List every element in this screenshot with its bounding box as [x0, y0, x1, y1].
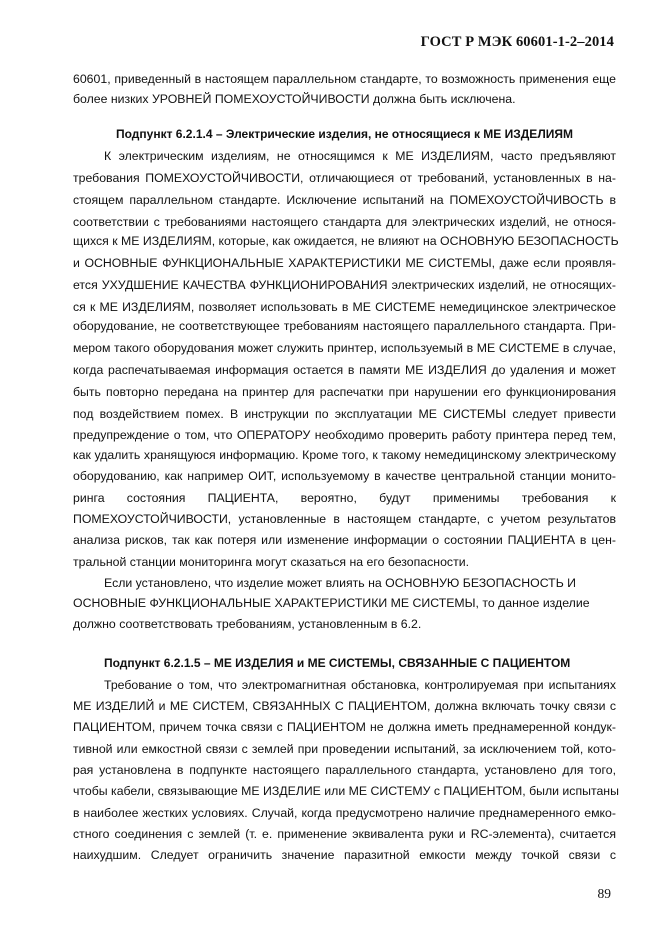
text-line: МЕ ИЗДЕЛИЙ и МЕ СИСТЕМ, СВЯЗАННЫХ С ПАЦИЕНТОМ, должна включать точку связи с: [73, 699, 616, 713]
document-code-header: ГОСТ Р МЭК 60601-1-2–2014: [420, 34, 614, 50]
text-line: ОСНОВНЫЕ ФУНКЦИОНАЛЬНЫЕ ХАРАКТЕРИСТИКИ МЕ СИСТЕМЫ, то данное изделие: [73, 596, 590, 610]
text-line: ется УХУДШЕНИЕ КАЧЕСТВА ФУНКЦИОНИРОВАНИЯ электрических изделий, не относящих-: [73, 278, 616, 292]
text-line: предупреждение о том, что ОПЕРАТОРУ необходимо проверить работу принтера перед тем,: [73, 428, 616, 442]
text-line: требования ПОМЕХОУСТОЙЧИВОСТИ, отличающиеся от требований, установленных в на-: [73, 171, 616, 185]
text-line: 60601, приведенный в настоящем параллельном стандарте, то возможность применения еще: [73, 72, 616, 86]
text-line: тивной или емкостной связи с землей при проведении испытаний, за исключением той, кото-: [73, 742, 616, 756]
text-line: Требование о том, что электромагнитная обстановка, контролируемая при испытаниях: [104, 678, 616, 692]
text-line: в наиболее жестких условиях. Случай, когда предусмотрено наличие преднамеренного емко-: [73, 806, 616, 820]
text-line: чтобы кабели, связывающие МЕ ИЗДЕЛИЕ или МЕ СИСТЕМУ с ПАЦИЕНТОМ, были испытаны: [73, 784, 619, 798]
text-line: оборудованию, как например ОИТ, используемому в качестве центральной станции монито-: [73, 469, 616, 483]
text-line: Если установлено, что изделие может влиять на ОСНОВНУЮ БЕЗОПАСНОСТЬ И: [104, 576, 577, 590]
text-line: ПАЦИЕНТОМ, причем точка связи с ПАЦИЕНТОМ не должна иметь преднамеренной кондук-: [73, 720, 616, 734]
text-line: должно соответствовать требованиям, установленным в 6.2.: [73, 617, 422, 631]
text-line: соответствии с требованиями настоящего стандарта для электрических изделий, не относя-: [73, 215, 616, 229]
text-line: ся к МЕ ИЗДЕЛИЯМ, позволяет использовать в МЕ СИСТЕМЕ немедицинское электрическое: [73, 300, 616, 314]
text-line: мером такого оборудования может служить принтер, используемый в МЕ СИСТЕМЕ в случае,: [73, 341, 616, 355]
page-number: 89: [597, 886, 611, 901]
text-line: наихудшим. Следует ограничить значение паразитной емкости между точкой связи с: [73, 848, 616, 862]
text-line: как удалить хранящуюся информацию. Кроме того, к такому немедицинскому электрическому: [73, 448, 616, 462]
text-line: быть повторно передана на принтер для распечатки при нарушении его функционирования: [73, 385, 616, 399]
text-line: стного соединения с землей (т. е. применение эквивалента руки и RC-элемента), считается: [73, 827, 616, 841]
text-line: ПОМЕХОУСТОЙЧИВОСТИ, установленные в настоящем стандарте, с учетом результатов: [73, 512, 616, 526]
text-line: рая установлена в подпункте настоящего параллельного стандарта, установлено для того,: [73, 763, 616, 777]
section-heading-6-2-1-5: Подпункт 6.2.1.5 – МЕ ИЗДЕЛИЯ и МЕ СИСТЕМЫ, СВЯЗАННЫЕ С ПАЦИЕНТОМ: [104, 656, 571, 670]
text-line: К электрическим изделиям, не относящимся к МЕ ИЗДЕЛИЯМ, часто предъявляют: [104, 149, 616, 163]
text-line: оборудование, не соответствующее требованиям настоящего параллельного стандарта. При-: [73, 319, 616, 333]
text-line: более низких УРОВНЕЙ ПОМЕХОУСТОЙЧИВОСТИ должна быть исключена.: [73, 92, 516, 106]
text-line: стоящем параллельном стандарте. Исключение испытаний на ПОМЕХОУСТОЙЧИВОСТЬ в: [73, 193, 616, 207]
text-line: и ОСНОВНЫЕ ФУНКЦИОНАЛЬНЫЕ ХАРАКТЕРИСТИКИ МЕ СИСТЕМЫ, даже если проявля-: [73, 256, 616, 270]
text-line: ринга состояния ПАЦИЕНТА, вероятно, будут применимы требования к: [73, 491, 616, 505]
text-line: когда распечатываемая информация остается в памяти МЕ ИЗДЕЛИЯ до удаления и может: [73, 363, 616, 377]
text-line: анализа рисков, так как потеря или изменение информации о состоянии ПАЦИЕНТА в цен-: [73, 533, 616, 547]
text-line: под воздействием помех. В инструкции по эксплуатации МЕ СИСТЕМЫ следует привести: [73, 407, 616, 421]
text-line: тральной станции мониторинга могут сказаться на его безопасности.: [73, 555, 469, 569]
text-line: щихся к МЕ ИЗДЕЛИЯМ, которые, как ожидается, не влияют на ОСНОВНУЮ БЕЗОПАСНОСТЬ: [73, 234, 619, 248]
section-heading-6-2-1-4: Подпункт 6.2.1.4 – Электрические изделия, не относящиеся к МЕ ИЗДЕЛИЯМ: [116, 127, 573, 141]
